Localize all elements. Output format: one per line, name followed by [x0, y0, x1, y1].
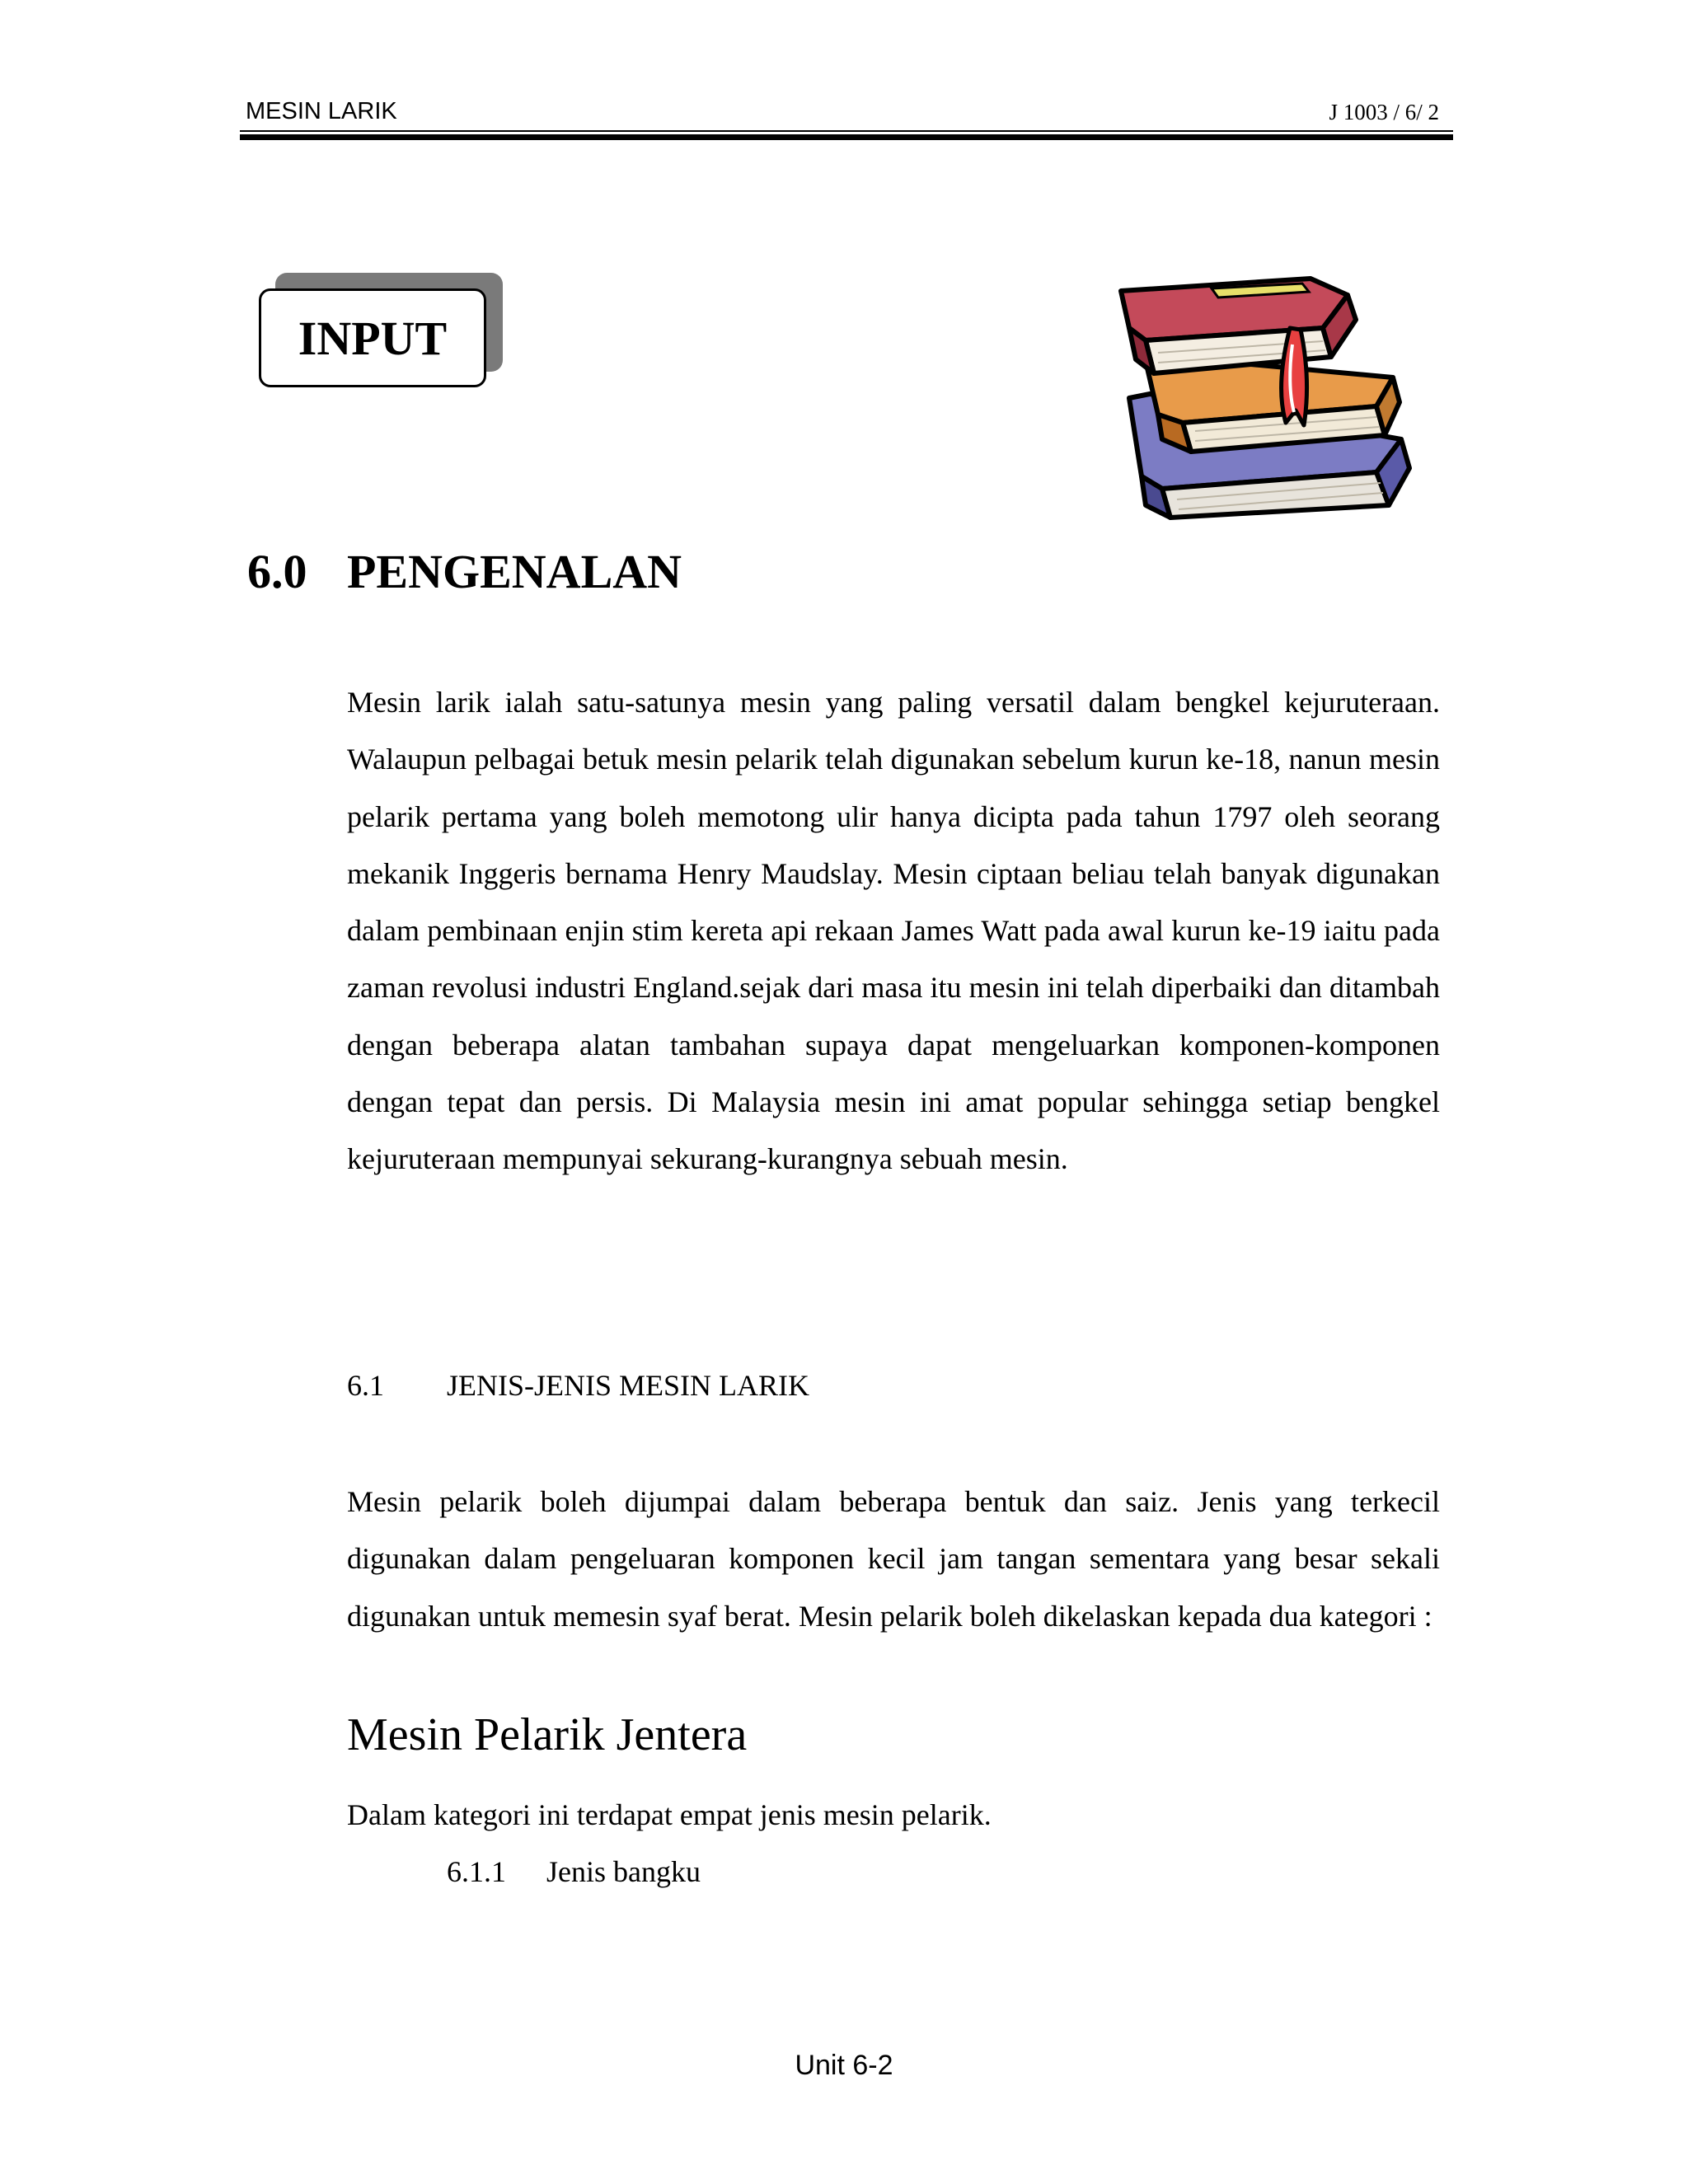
- subsection-heading: [347, 1368, 809, 1403]
- running-header-title: MESIN LARIK: [246, 98, 397, 124]
- header-rule-thin: [240, 130, 1453, 132]
- header-rule-thick: [240, 134, 1453, 140]
- types-paragraph: Mesin pelarik boleh dijumpai dalam beberapa bentuk dan saiz. Jenis yang terkecil digunakan dalam pengeluaran komponen kecil jam tangan sementara yang besar sekali digunakan untuk memesin syaf berat. Mesin pelarik boleh dikelaskan kepada dua kategori :: [347, 1485, 1440, 1633]
- running-header-code: J 1003 / 6/ 2: [1329, 100, 1439, 124]
- section-heading: [247, 544, 682, 599]
- category-text: Dalam kategori ini terdapat empat jenis mesin pelarik.: [347, 1798, 992, 1831]
- intro-paragraph: Mesin larik ialah satu-satunya mesin yang paling versatil dalam bengkel kejuruteraan. Walaupun pelbagai betuk mesin pelarik telah digunakan sebelum kurun ke-18, nanun mesin pelarik pertama yang boleh memotong ulir hanya dicipta pada tahun 1797 oleh seorang mekanik Inggeris bernama Henry Maudslay. Mesin ciptaan beliau telah banyak digunakan dalam pembinaan enjin stim kereta api rekaan James Watt pada awal kurun ke-19 iaitu pada zaman revolusi industri England.sejak dari masa itu mesin ini telah diperbaiki dan ditambah dengan beberapa alatan tambahan supaya dapat mengeluarkan komponen-komponen dengan tepat dan persis. Di Malaysia mesin ini amat popular sehingga setiap bengkel kejuruteraan mempunyai sekurang-kurangnya sebuah mesin.: [347, 686, 1440, 1176]
- books-stack-icon: [1113, 270, 1418, 526]
- list-item-number: 6.1.1: [447, 1855, 506, 1888]
- section-title: PENGENALAN: [347, 545, 682, 598]
- list-item: [447, 1854, 701, 1889]
- input-badge: INPUT: [259, 288, 486, 387]
- subsection-number: 6.1: [347, 1369, 384, 1402]
- category-heading: Mesin Pelarik Jentera: [347, 1709, 748, 1760]
- subsection-title: JENIS-JENIS MESIN LARIK: [447, 1369, 809, 1402]
- page-footer: Unit 6-2: [795, 2050, 893, 2081]
- list-item-label: Jenis bangku: [546, 1855, 701, 1888]
- section-number: 6.0: [247, 545, 307, 598]
